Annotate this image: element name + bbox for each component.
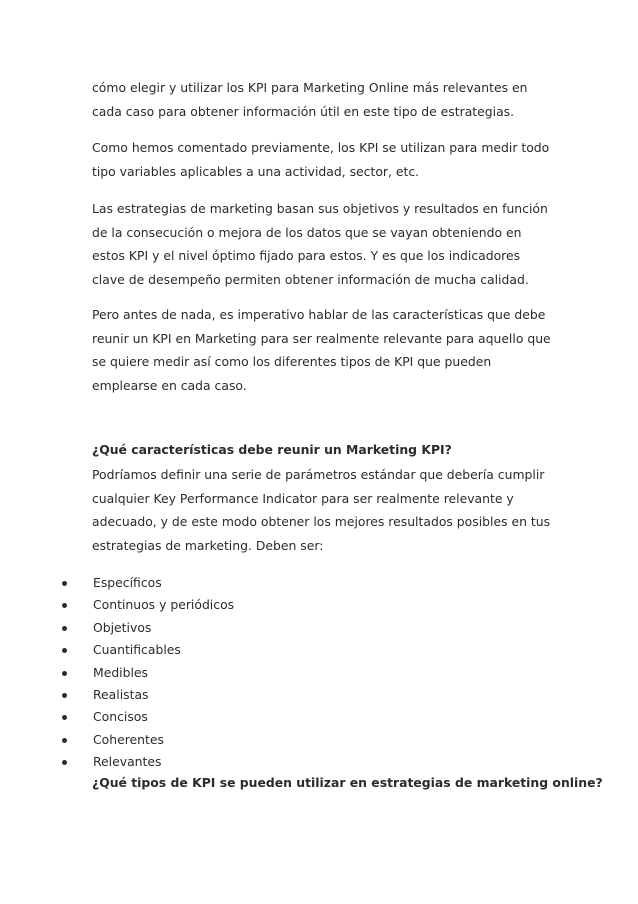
section-heading-kpi-types: ¿Qué tipos de KPI se pueden utilizar en estrategias de marketing online?	[92, 775, 603, 790]
list-item: Cuantificables	[60, 639, 234, 661]
list-item: Relevantes	[60, 751, 234, 773]
bullet-icon	[62, 693, 67, 698]
list-item: Realistas	[60, 684, 234, 706]
characteristics-list	[60, 572, 234, 774]
list-item: Coherentes	[60, 729, 234, 751]
list-item: Medibles	[60, 662, 234, 684]
bullet-icon	[62, 603, 67, 608]
paragraph-parameters: Podríamos definir una serie de parámetros estándar que debería cumplir cualquier Key Performance Indicator para ser realmente relevante y adecuado, y de este modo obtener los mejores resultados posibles en tus estrategias de marketing. Deben ser:	[92, 467, 551, 553]
list-item: Objetivos	[60, 617, 234, 639]
bullet-icon	[62, 581, 67, 586]
bullet-icon	[62, 738, 67, 743]
list-item: Continuos y periódicos	[60, 594, 234, 616]
bullet-icon	[62, 648, 67, 653]
section-heading-characteristics: ¿Qué características debe reunir un Marketing KPI?	[92, 442, 452, 457]
list-item: Específicos	[60, 572, 234, 594]
bullet-icon	[62, 626, 67, 631]
paragraph-marketing-strategies: Las estrategias de marketing basan sus objetivos y resultados en función de la consecución o mejora de los datos que se vayan obteniendo en estos KPI y el nivel óptimo fijado para estos. Y es que los indicadores clave de desempeño permiten obtener información de mucha calidad.	[92, 201, 548, 287]
bullet-icon	[62, 671, 67, 676]
bullet-icon	[62, 760, 67, 765]
bullet-icon	[62, 715, 67, 720]
paragraph-characteristics-intro: Pero antes de nada, es imperativo hablar de las características que debe reunir un KPI en Marketing para ser realmente relevante para aquello que se quiere medir así como los diferentes tipos de KPI que pueden emplearse en cada caso.	[92, 307, 551, 393]
paragraph-kpi-usage: Como hemos comentado previamente, los KPI se utilizan para medir todo tipo variables aplicables a una actividad, sector, etc.	[92, 140, 550, 179]
list-item: Concisos	[60, 706, 234, 728]
paragraph-intro: cómo elegir y utilizar los KPI para Marketing Online más relevantes en cada caso para obtener información útil en este tipo de estrategias.	[92, 80, 528, 119]
